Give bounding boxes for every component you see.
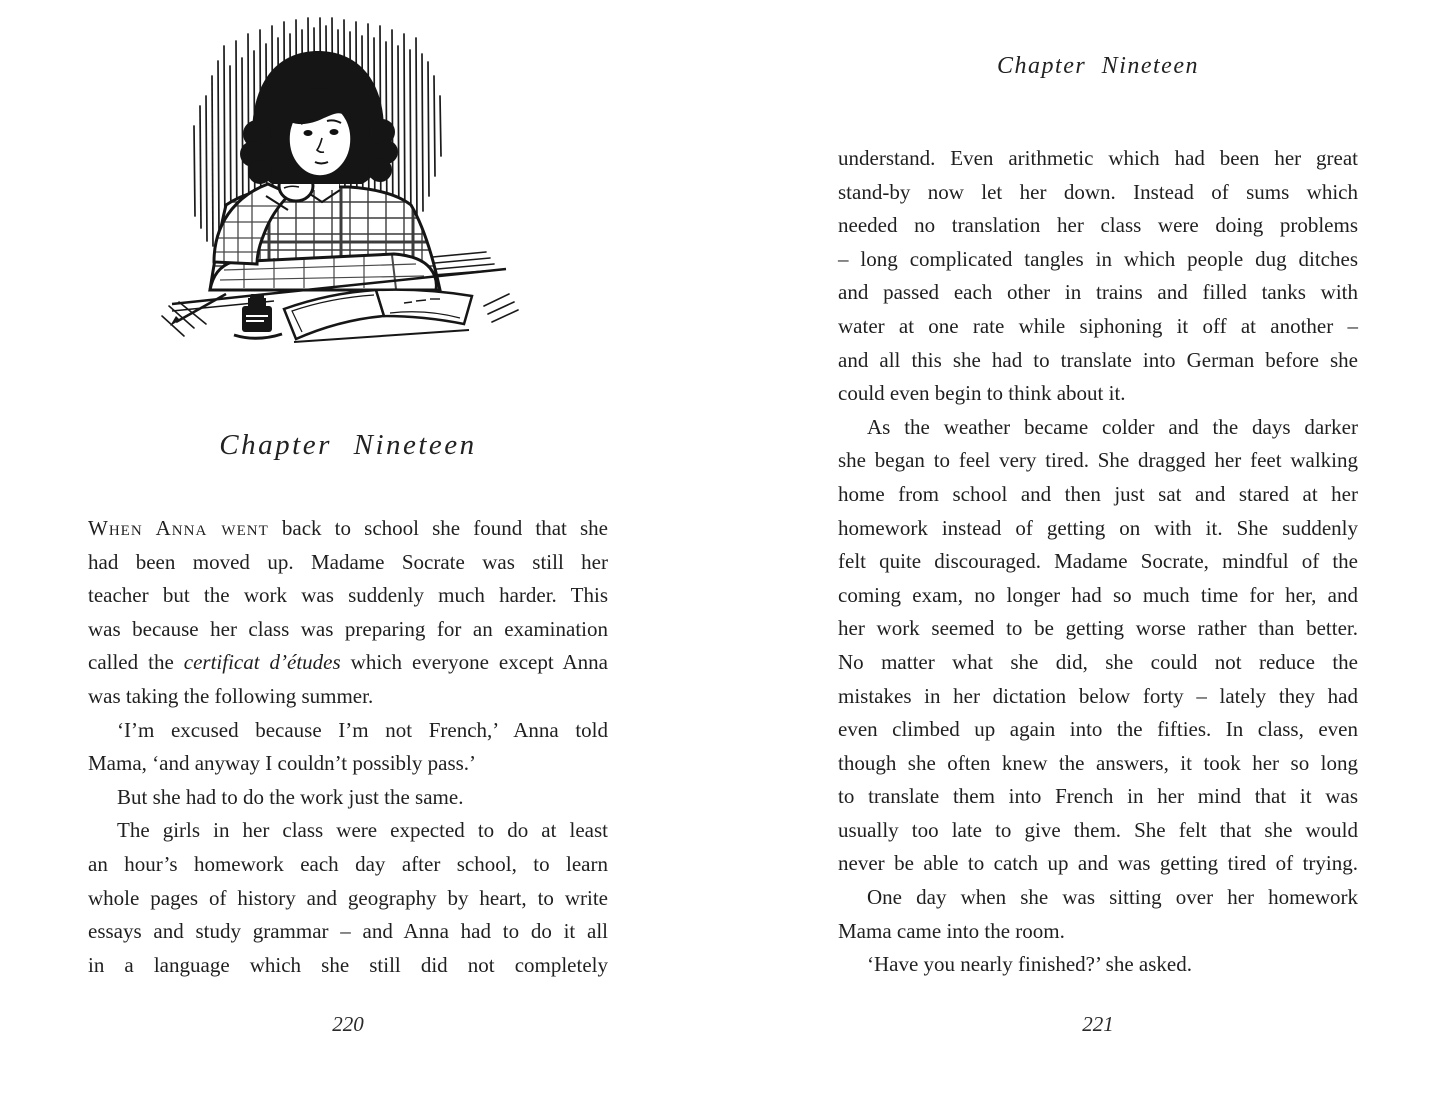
text-line [838, 847, 1358, 881]
text-segment: was because her class was preparing for an examination [88, 616, 608, 641]
right-page [838, 0, 1358, 1109]
text-line [88, 915, 608, 949]
text-line [88, 680, 608, 714]
text-segment: mistakes in her dictation below forty – lately they had [838, 683, 1358, 708]
chapter-heading: Chapter Nineteen [219, 429, 477, 461]
text-segment: essays and study grammar – and Anna had to do it all [88, 919, 608, 944]
text-line [838, 780, 1358, 814]
text-segment: understand. Even arithmetic which had been her great [838, 146, 1358, 170]
text-segment: The girls in her class were expected to do at least [117, 818, 608, 843]
text-segment: homework instead of getting on with it. She suddenly [838, 515, 1358, 540]
text-segment: As the weather became colder and the days darker [867, 414, 1358, 439]
text-segment: called the [88, 650, 184, 675]
paragraph [838, 881, 1358, 948]
text-segment: whole pages of history and geography by heart, to write [88, 885, 608, 910]
text-line [88, 747, 608, 781]
left-page [88, 0, 608, 1109]
text-line [838, 915, 1358, 949]
text-line [838, 276, 1358, 310]
text-line [838, 209, 1358, 243]
text-segment: usually too late to give them. She felt that she would [838, 817, 1358, 842]
text-segment: No matter what she did, she could not reduce the [838, 649, 1358, 674]
text-line [838, 646, 1358, 680]
text-line [88, 848, 608, 882]
right-page-body [838, 142, 1358, 982]
paragraph [88, 814, 608, 982]
text-segment: she began to feel very tired. She dragged her feet walking [838, 448, 1358, 473]
text-line [838, 579, 1358, 613]
text-segment: was taking the following summer. [88, 683, 374, 708]
text-line [838, 713, 1358, 747]
text-segment: needed no translation her class were doing problems [838, 213, 1358, 238]
text-segment: to translate them into French in her mind that it was [838, 784, 1358, 809]
text-line [88, 512, 608, 546]
text-line [838, 243, 1358, 277]
page-number-right: 221 [1082, 1012, 1114, 1036]
text-line [88, 949, 608, 983]
text-line [838, 478, 1358, 512]
text-segment: back to school she found that she [268, 516, 608, 540]
text-segment: and passed each other in trains and filled tanks with [838, 280, 1358, 305]
text-line [838, 512, 1358, 546]
text-segment: an hour’s homework each day after school, to learn [88, 851, 608, 876]
text-line [88, 579, 608, 613]
paragraph [88, 512, 608, 714]
text-segment: home from school and then just sat and stared at her [838, 481, 1358, 506]
text-segment: Mama, ‘and anyway I couldn’t possibly pass.’ [88, 751, 477, 776]
text-line [838, 612, 1358, 646]
text-line [88, 546, 608, 580]
paragraph [838, 948, 1358, 982]
text-line [88, 882, 608, 916]
text-line [88, 646, 608, 680]
text-segment: could even begin to think about it. [838, 381, 1126, 406]
text-segment: When Anna went [88, 516, 269, 540]
text-segment: felt quite discouraged. Madame Socrate, mindful of the [838, 549, 1358, 574]
paragraph [88, 781, 608, 815]
text-segment: ‘Have you nearly finished?’ she asked. [867, 952, 1192, 977]
text-segment: even climbed up again into the fifties. In class, even [838, 717, 1358, 742]
text-line [88, 613, 608, 647]
text-line [838, 142, 1358, 176]
text-segment: which everyone except Anna [340, 650, 608, 675]
text-line [88, 814, 608, 848]
text-line [88, 781, 608, 815]
text-line [838, 747, 1358, 781]
text-line [838, 545, 1358, 579]
text-segment: though she often knew the answers, it took her so long [838, 750, 1358, 775]
text-line [838, 948, 1358, 982]
paragraph [88, 714, 608, 781]
text-segment: and all this she had to translate into German before she [838, 347, 1358, 372]
text-segment: ‘I’m excused because I’m not French,’ Anna told [117, 717, 608, 742]
text-segment: But she had to do the work just the same. [117, 784, 464, 809]
text-segment: water at one rate while siphoning it off at another – [838, 313, 1358, 338]
text-segment: in a language which she still did not completely [88, 952, 608, 977]
text-segment: coming exam, no longer had so much time for her, and [838, 582, 1358, 607]
running-head: Chapter Nineteen [997, 53, 1199, 79]
left-page-body [88, 512, 608, 982]
paragraph [838, 411, 1358, 881]
text-segment: certificat d’études [183, 650, 341, 675]
text-line [838, 310, 1358, 344]
text-line [88, 714, 608, 748]
page-number-left: 220 [332, 1012, 364, 1036]
text-line [838, 344, 1358, 378]
text-line [838, 680, 1358, 714]
text-line [838, 444, 1358, 478]
text-segment: her work seemed to be getting worse rather than better. [838, 616, 1358, 641]
text-line [838, 881, 1358, 915]
girl-at-desk-illustration [154, 6, 554, 346]
text-segment: – long complicated tangles in which people dug ditches [838, 246, 1358, 271]
text-segment: teacher but the work was suddenly much harder. This [88, 583, 608, 608]
text-line [838, 377, 1358, 411]
text-line [838, 411, 1358, 445]
text-line [838, 814, 1358, 848]
text-segment: Mama came into the room. [838, 918, 1065, 943]
text-segment: never be able to catch up and was getting tired of trying. [838, 851, 1358, 876]
paragraph [838, 142, 1358, 411]
text-segment: stand-by now let her down. Instead of sums which [838, 179, 1358, 204]
text-segment: had been moved up. Madame Socrate was still her [88, 549, 608, 574]
text-segment: One day when she was sitting over her homework [867, 885, 1358, 910]
text-line [838, 176, 1358, 210]
